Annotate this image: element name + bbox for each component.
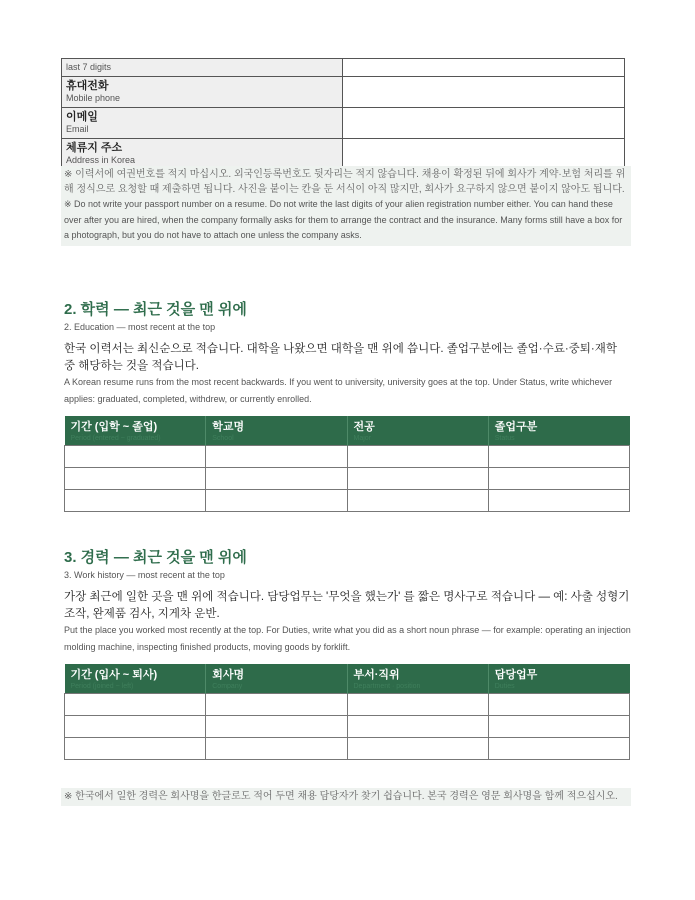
- education-col-school: [206, 416, 347, 446]
- mobile-phone-label-ko: 휴대전화: [66, 80, 109, 92]
- education-table: [64, 416, 630, 512]
- mobile-phone-label-cell: [62, 77, 343, 108]
- work-col-period: [65, 664, 206, 694]
- education-col-period: [65, 416, 206, 446]
- passport-note-ko: ※ 이력서에 여권번호를 적지 마십시오. 외국인등록번호도 뒷자리는 적지 않습니다. 채용이 확정된 뒤에 회사가 계약·보험 처리를 위해 정식으로 요청할 때 제출하면 됩니다. 사진을 붙이는 칸을 둔 서식이 아직 많지만, 회사가 요구하지 않으면 붙이지 않아도 됩니다.: [64, 169, 626, 195]
- table-row: [65, 468, 630, 490]
- work-col-duties-ko: 담당업무: [494, 669, 538, 681]
- education-major-cell[interactable]: [347, 490, 488, 512]
- id-number-label-en: last 7 digits: [66, 62, 112, 72]
- passport-note-en: ※ Do not write your passport number on a resume. Do not write the last digits of your alien registration number either. You can hand these over after you are hired, when the company formally asks for them to arrange the contract and the insurance. Many forms still have a box for a photograph, but you do not have to attach one unless the company asks.: [64, 199, 623, 240]
- work-department-cell[interactable]: [347, 738, 488, 760]
- work-instructions-ko: 가장 최근에 일한 곳을 맨 위에 적습니다. 담당업무는 '무엇을 했는가' 를 짧은 명사구로 적습니다 — 예: 사출 성형기 조작, 완제품 검사, 지게차 운반.: [64, 591, 630, 620]
- education-period-cell[interactable]: [65, 468, 206, 490]
- education-col-period-ko: 기간 (입학 ~ 졸업): [70, 421, 158, 433]
- email-field[interactable]: [343, 108, 625, 139]
- address-row: [62, 139, 625, 170]
- education-period-cell[interactable]: [65, 446, 206, 468]
- education-col-major: [347, 416, 488, 446]
- education-col-major-ko: 전공: [353, 421, 375, 433]
- work-company-cell[interactable]: [206, 738, 347, 760]
- work-period-cell[interactable]: [65, 716, 206, 738]
- education-status-cell[interactable]: [488, 446, 629, 468]
- work-table-header: [65, 664, 630, 694]
- email-row: [62, 108, 625, 139]
- work-department-cell[interactable]: [347, 716, 488, 738]
- mobile-phone-row: [62, 77, 625, 108]
- id-number-field[interactable]: [343, 59, 625, 77]
- work-col-company-ko: 회사명: [212, 669, 245, 681]
- education-section-subtitle: 2. Education — most recent at the top: [64, 322, 216, 332]
- mobile-phone-field[interactable]: [343, 77, 625, 108]
- education-instructions-ko: 한국 이력서는 최신순으로 적습니다. 대학을 나왔으면 대학을 맨 위에 씁니다. 졸업구분에는 졸업·수료·중퇴·재학 중 해당하는 것을 적습니다.: [64, 343, 617, 372]
- education-instructions-en: A Korean resume runs from the most recent backwards. If you went to university, university goes at the top. Under Status, write whichever applies: graduated, completed, withdrew, or currently enrolled.: [64, 377, 613, 404]
- work-company-cell[interactable]: [206, 694, 347, 716]
- work-duties-cell[interactable]: [488, 738, 629, 760]
- education-col-school-en: School: [212, 435, 234, 442]
- work-col-duties-en: Duties: [494, 683, 515, 690]
- work-company-cell[interactable]: [206, 716, 347, 738]
- address-label-ko: 체류지 주소: [66, 142, 123, 154]
- education-col-major-en: Major: [353, 435, 372, 442]
- education-col-status: [488, 416, 629, 446]
- work-history-table: [64, 664, 630, 760]
- address-field[interactable]: [343, 139, 625, 170]
- education-major-cell[interactable]: [347, 446, 488, 468]
- work-history-note: [61, 788, 631, 806]
- table-row: [65, 716, 630, 738]
- work-col-company: [206, 664, 347, 694]
- work-col-period-ko: 기간 (입사 ~ 퇴사): [70, 669, 158, 681]
- education-table-header: [65, 416, 630, 446]
- work-section-subtitle: 3. Work history — most recent at the top: [64, 570, 225, 580]
- id-number-row: [62, 59, 625, 77]
- work-col-department-en: Department · position: [353, 683, 421, 690]
- work-department-cell[interactable]: [347, 694, 488, 716]
- work-col-duties: [488, 664, 629, 694]
- work-duties-cell[interactable]: [488, 716, 629, 738]
- id-number-label-cell: [62, 59, 343, 77]
- table-row: [65, 694, 630, 716]
- email-label-en: Email: [66, 124, 89, 134]
- work-instructions-en: Put the place you worked most recently at the top. For Duties, write what you did as a short noun phrase — for example: operating an injection molding machine, inspecting finished products, moving goods by forklift.: [64, 625, 631, 652]
- work-period-cell[interactable]: [65, 694, 206, 716]
- work-period-cell[interactable]: [65, 738, 206, 760]
- education-period-cell[interactable]: [65, 490, 206, 512]
- contact-info-table: [61, 58, 625, 170]
- work-col-department-ko: 부서·직위: [353, 669, 400, 681]
- education-school-cell[interactable]: [206, 446, 347, 468]
- education-status-cell[interactable]: [488, 490, 629, 512]
- address-label-cell: [62, 139, 343, 170]
- education-col-status-en: Status: [494, 435, 515, 442]
- email-label-ko: 이메일: [66, 111, 98, 123]
- education-school-cell[interactable]: [206, 490, 347, 512]
- table-row: [65, 446, 630, 468]
- education-col-school-ko: 학교명: [212, 421, 245, 433]
- work-col-period-en: Period (joined ~ left): [70, 683, 134, 690]
- work-col-company-en: Company: [212, 683, 243, 690]
- table-row: [65, 738, 630, 760]
- passport-note: [61, 166, 631, 246]
- email-label-cell: [62, 108, 343, 139]
- mobile-phone-label-en: Mobile phone: [66, 93, 121, 103]
- education-col-period-en: Period (entered ~ graduated): [70, 435, 161, 442]
- address-label-en: Address in Korea: [66, 155, 136, 165]
- work-col-department: [347, 664, 488, 694]
- education-section-title: 2. 학력 — 최근 것을 맨 위에: [64, 301, 247, 318]
- education-school-cell[interactable]: [206, 468, 347, 490]
- education-status-cell[interactable]: [488, 468, 629, 490]
- work-duties-cell[interactable]: [488, 694, 629, 716]
- education-col-status-ko: 졸업구분: [494, 421, 538, 433]
- work-section-title: 3. 경력 — 최근 것을 맨 위에: [64, 549, 247, 566]
- table-row: [65, 490, 630, 512]
- work-history-note-ko: ※ 한국에서 일한 경력은 회사명을 한글로도 적어 두면 채용 담당자가 찾기 쉽습니다. 본국 경력은 영문 회사명을 함께 적으십시오.: [64, 791, 618, 802]
- education-major-cell[interactable]: [347, 468, 488, 490]
